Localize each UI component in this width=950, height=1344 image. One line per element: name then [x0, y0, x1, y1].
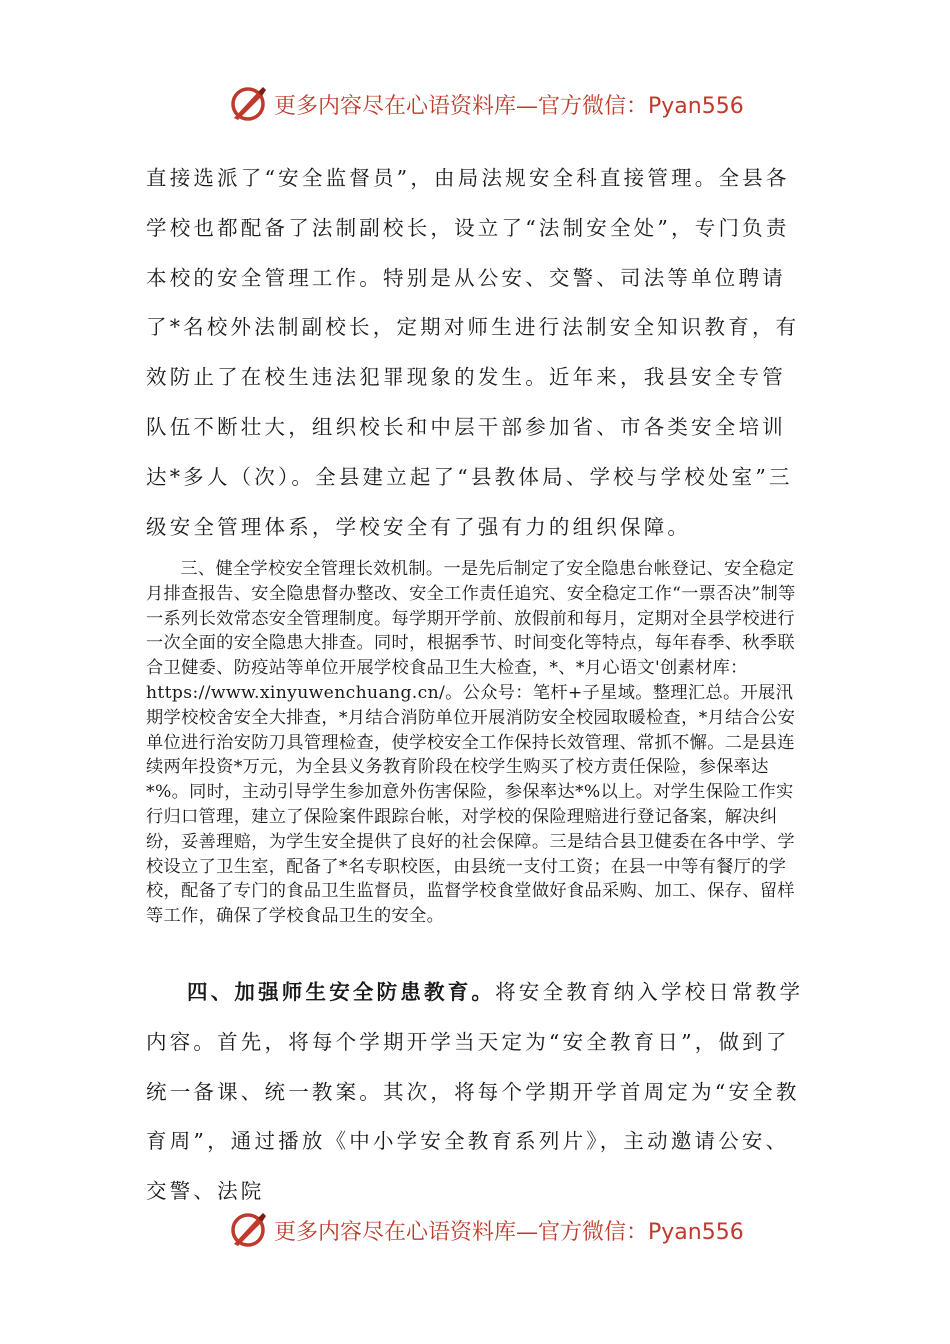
section-heading: 四、加强师生安全防患教育。 — [187, 980, 496, 1004]
header-watermark-banner — [228, 82, 744, 126]
wechat-id: Pyan556 — [648, 1219, 744, 1245]
paragraph-safety-education — [146, 968, 808, 1217]
paragraph-safety-team: 直接选派了“安全监督员”，由局法规安全科直接管理。全县各学校也都配备了法制副校长，设立了“法制安全处”，专门负责本校的安全管理工作。特别是从公安、交警、司法等单位聘请了*名校外法制副校长，定期对师生进行法制安全知识教育，有效防止了在校生违法犯罪现象的发生。近年来，我县安全专管队伍不断壮大，组织校长和中层干部参加省、市各类安全培训达*多人（次）。全县建立起了“县教体局、学校与学校处室”三级安全管理体系，学校安全有了强有力的组织保障。 — [146, 166, 800, 539]
paragraph-long-term-mechanism: 三、健全学校安全管理长效机制。一是先后制定了安全隐患台帐登记、安全稳定月排查报告、安全隐患督办整改、安全工作责任追究、安全稳定工作“一票否决”制等一系列长效常态安全管理制度。每学期开学前、放假前和每月，定期对全县学校进行一次全面的安全隐患大排查。同时，根据季节、时间变化等特点，每年春季、秋季联合卫健委、防疫站等单位开展学校食品卫生大检查，*、*月心语文'创素材库：https://www.xinyuwenchuang.cn/。公众号：笔杆+子星域。整理汇总。开展汛期学校校舍安全大排查，*月结合消防单位开展消防安全校园取暖检查，*月结合公安单位进行治安防刀具管理检查，使学校安全工作保持长效管理、常抓不懈。二是县连续两年投资*万元，为全县义务教育阶段在校学生购买了校方责任保险，参保率达*%。同时，主动引导学生参加意外伤害保险，参保率达*%以上。对学生保险工作实行归口管理，建立了保险案件跟踪台帐，对学校的保险理赔进行登记备案，解决纠纷，妥善理赔，为学生安全提供了良好的社会保障。三是结合县卫健委在各中学、学校设立了卫生室，配备了*名专职校医，由县统一支付工资；在县一中等有餐厅的学校，配备了专门的食品卫生监督员，监督学校食堂做好食品采购、加工、保存、留样等工作，确保了学校食品卫生的安全。 — [146, 559, 796, 927]
section-body: 将安全教育纳入学校日常教学内容。首先，将每个学期开学当天定为“安全教育日”，做到了统一备课、统一教案。其次，将每个学期开学首周定为“安全教育周”，通过播放《中小学安全教育系列片》，主动邀请公安、交警、法院 — [146, 980, 804, 1204]
banner-text: 更多内容尽在心语资料库—官方微信：Pyan556 — [274, 93, 744, 119]
banner-text: 更多内容尽在心语资料库—官方微信：Pyan556 — [274, 1219, 744, 1245]
pen-circle-logo-icon — [228, 84, 268, 124]
wechat-id: Pyan556 — [648, 93, 744, 119]
pen-circle-logo-icon — [228, 1210, 268, 1250]
footer-watermark-banner — [228, 1208, 744, 1252]
